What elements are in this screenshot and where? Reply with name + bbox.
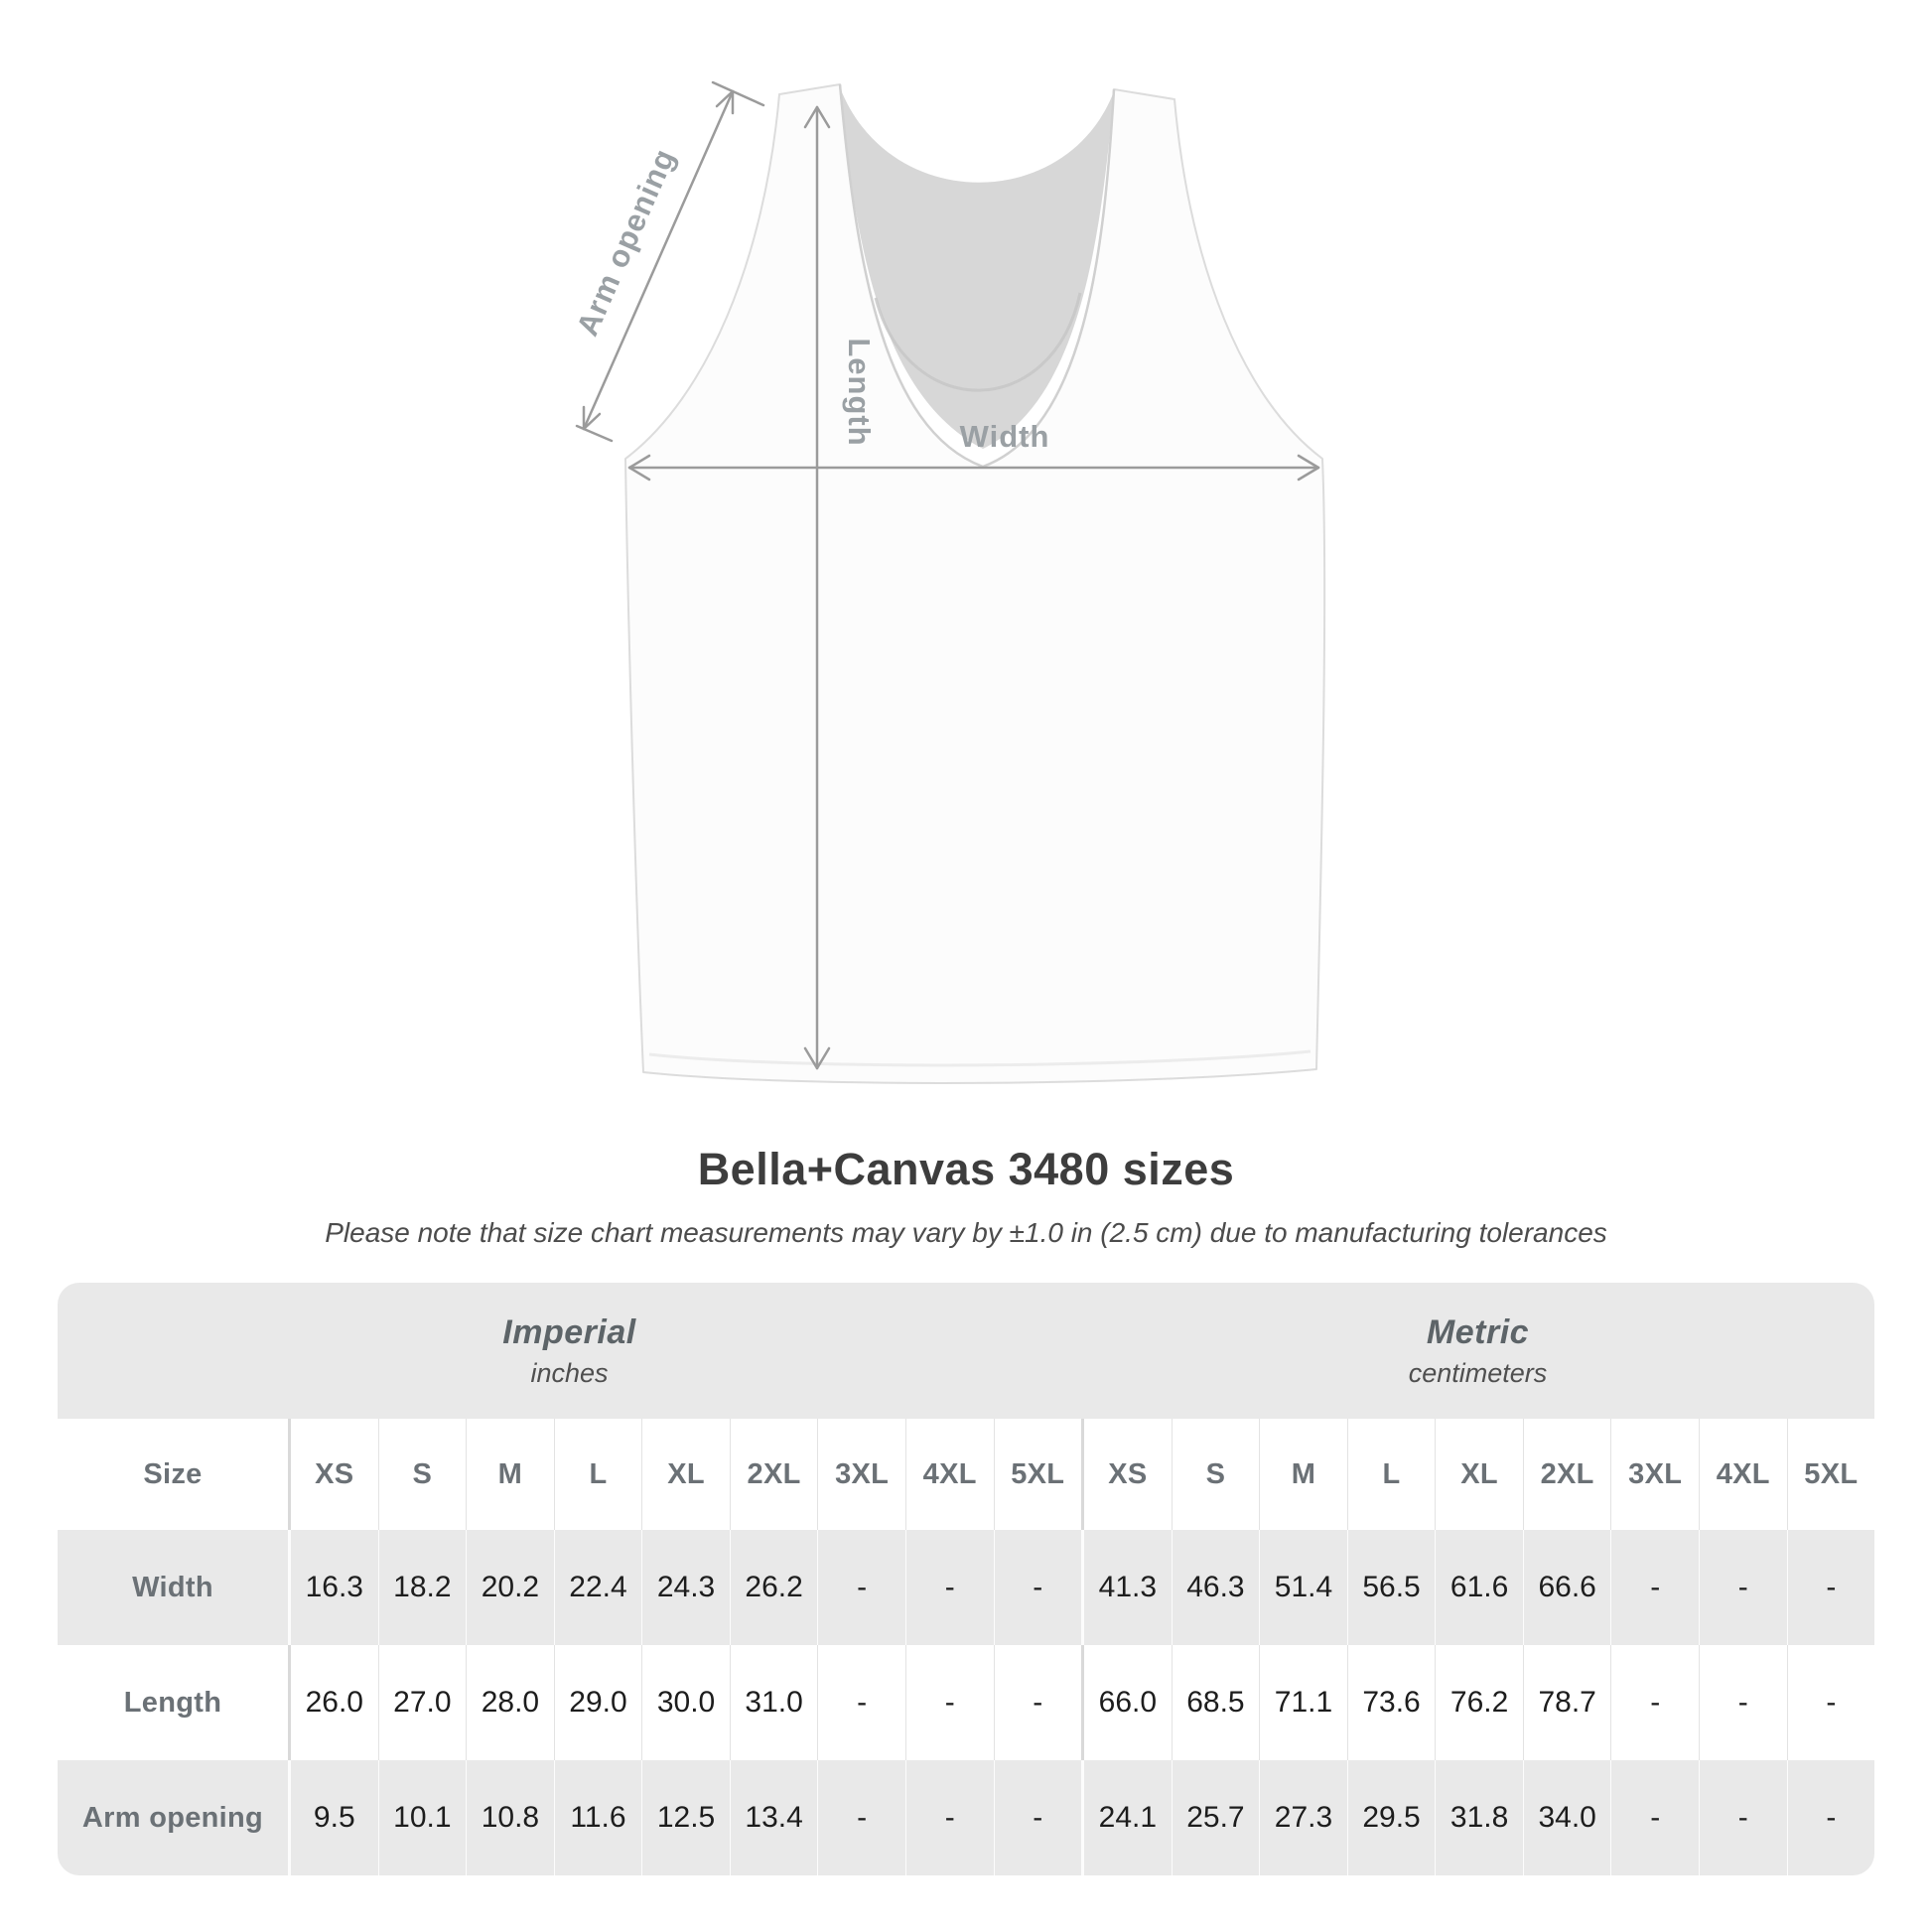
- value-cell: 61.6: [1435, 1530, 1523, 1645]
- size-header-metric-xs: XS: [1081, 1419, 1172, 1530]
- value-cell: 76.2: [1435, 1645, 1523, 1760]
- measurement-row: [58, 1645, 1874, 1760]
- unit-header-band: [58, 1283, 1874, 1419]
- value-cell: -: [994, 1645, 1082, 1760]
- value-cell: 68.5: [1172, 1645, 1260, 1760]
- value-cell: -: [905, 1530, 994, 1645]
- value-cell: -: [994, 1760, 1082, 1875]
- value-cell: -: [1699, 1645, 1787, 1760]
- value-cell: 20.2: [466, 1530, 554, 1645]
- metric-header: [1081, 1283, 1874, 1419]
- size-header-imperial-2xl: 2XL: [730, 1419, 818, 1530]
- value-cell: 18.2: [378, 1530, 467, 1645]
- size-header-imperial-l: L: [554, 1419, 642, 1530]
- metric-title: Metric: [1426, 1312, 1530, 1351]
- size-header-imperial-3xl: 3XL: [817, 1419, 905, 1530]
- value-cell: -: [1610, 1760, 1699, 1875]
- row-label: Arm opening: [81, 1801, 264, 1834]
- value-cell: 30.0: [641, 1645, 730, 1760]
- size-table: [58, 1419, 1874, 1875]
- size-header-metric-5xl: 5XL: [1787, 1419, 1875, 1530]
- value-cell: 66.0: [1081, 1645, 1172, 1760]
- value-cell: 22.4: [554, 1530, 642, 1645]
- row-label: Width: [132, 1571, 213, 1603]
- value-cell: 34.0: [1523, 1760, 1611, 1875]
- width-label: Width: [959, 419, 1050, 454]
- value-cell: 71.1: [1259, 1645, 1347, 1760]
- value-cell: -: [817, 1530, 905, 1645]
- value-cell: 66.6: [1523, 1530, 1611, 1645]
- page-title: Bella+Canvas 3480 sizes: [697, 1144, 1235, 1194]
- measurement-row: [58, 1760, 1874, 1875]
- value-cell: 27.0: [378, 1645, 467, 1760]
- value-cell: 27.3: [1259, 1760, 1347, 1875]
- value-cell: 46.3: [1172, 1530, 1260, 1645]
- value-cell: -: [1787, 1530, 1875, 1645]
- value-cell: 41.3: [1081, 1530, 1172, 1645]
- size-header-imperial-s: S: [378, 1419, 467, 1530]
- value-cell: 31.8: [1435, 1760, 1523, 1875]
- value-cell: -: [1699, 1760, 1787, 1875]
- size-header-metric-l: L: [1347, 1419, 1436, 1530]
- value-cell: 10.8: [466, 1760, 554, 1875]
- metric-unit: centimeters: [1408, 1357, 1548, 1388]
- value-cell: 29.0: [554, 1645, 642, 1760]
- measurement-row: [58, 1530, 1874, 1645]
- size-header-imperial-4xl: 4XL: [905, 1419, 994, 1530]
- value-cell: 13.4: [730, 1760, 818, 1875]
- value-cell: 10.1: [378, 1760, 467, 1875]
- value-cell: -: [1610, 1530, 1699, 1645]
- size-header-imperial-xs: XS: [288, 1419, 378, 1530]
- arm-opening-label: Arm opening: [569, 143, 683, 342]
- value-cell: 28.0: [466, 1645, 554, 1760]
- size-header-metric-2xl: 2XL: [1523, 1419, 1611, 1530]
- imperial-unit: inches: [530, 1357, 609, 1388]
- value-cell: 11.6: [554, 1760, 642, 1875]
- size-header-row: [58, 1419, 1874, 1530]
- value-cell: 25.7: [1172, 1760, 1260, 1875]
- tolerance-note: Please note that size chart measurements may vary by ±1.0 in (2.5 cm) due to manufacturing tolerances: [325, 1217, 1607, 1248]
- value-cell: 16.3: [288, 1530, 378, 1645]
- length-label: Length: [842, 338, 877, 447]
- value-cell: 26.0: [288, 1645, 378, 1760]
- imperial-header: [58, 1283, 1081, 1419]
- row-label: Length: [123, 1686, 222, 1719]
- value-cell: -: [817, 1760, 905, 1875]
- value-cell: 29.5: [1347, 1760, 1436, 1875]
- value-cell: -: [905, 1645, 994, 1760]
- size-header-metric-xl: XL: [1435, 1419, 1523, 1530]
- size-header-imperial-5xl: 5XL: [994, 1419, 1082, 1530]
- value-cell: 31.0: [730, 1645, 818, 1760]
- value-cell: -: [1787, 1760, 1875, 1875]
- size-header-metric-m: M: [1259, 1419, 1347, 1530]
- value-cell: 24.3: [641, 1530, 730, 1645]
- value-cell: 26.2: [730, 1530, 818, 1645]
- value-cell: -: [817, 1645, 905, 1760]
- size-column-header: Size: [143, 1457, 203, 1490]
- value-cell: 51.4: [1259, 1530, 1347, 1645]
- value-cell: 78.7: [1523, 1645, 1611, 1760]
- imperial-title: Imperial: [502, 1312, 636, 1351]
- value-cell: 24.1: [1081, 1760, 1172, 1875]
- size-header-metric-3xl: 3XL: [1610, 1419, 1699, 1530]
- size-header-imperial-m: M: [466, 1419, 554, 1530]
- size-header-imperial-xl: XL: [641, 1419, 730, 1530]
- size-chart-table: [58, 1283, 1874, 1875]
- value-cell: 9.5: [288, 1760, 378, 1875]
- value-cell: 12.5: [641, 1760, 730, 1875]
- value-cell: 56.5: [1347, 1530, 1436, 1645]
- value-cell: -: [1787, 1645, 1875, 1760]
- value-cell: -: [1610, 1645, 1699, 1760]
- value-cell: -: [905, 1760, 994, 1875]
- value-cell: -: [994, 1530, 1082, 1645]
- size-header-metric-4xl: 4XL: [1699, 1419, 1787, 1530]
- value-cell: -: [1699, 1530, 1787, 1645]
- value-cell: 73.6: [1347, 1645, 1436, 1760]
- size-header-metric-s: S: [1172, 1419, 1260, 1530]
